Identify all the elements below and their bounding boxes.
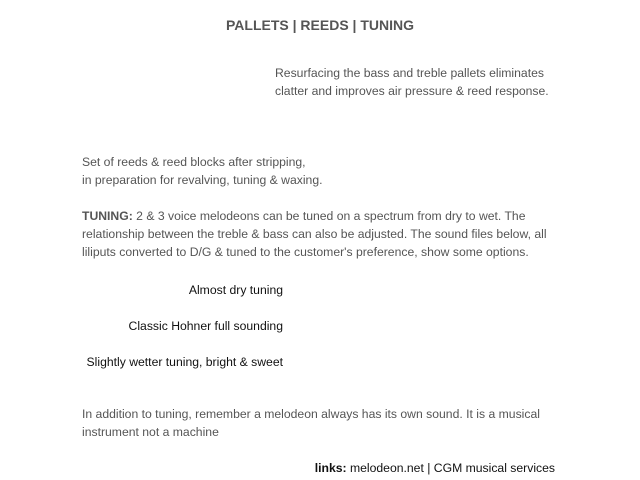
sound-file-slightly-wetter[interactable]: Slightly wetter tuning, bright & sweet (86, 355, 283, 369)
page-title: PALLETS | REEDS | TUNING (225, 17, 415, 33)
reeds-caption (82, 153, 562, 189)
pallets-description (275, 64, 605, 100)
reeds-caption-line-2: in preparation for revalving, tuning & waxing. (82, 173, 323, 187)
closing-line-1: In addition to tuning, remember a melodeon always has its own sound. It is a musical (82, 407, 540, 421)
tuning-line-1-text: 2 & 3 voice melodeons can be tuned on a spectrum from dry to wet. The (132, 209, 526, 223)
tuning-line-1 (82, 207, 562, 225)
tuning-line-3: liliputs converted to D/G & tuned to the customer's preference, show some options. (82, 245, 529, 259)
sound-file-almost-dry[interactable]: Almost dry tuning (188, 283, 283, 297)
links-footer (315, 459, 555, 477)
tuning-paragraph (82, 207, 562, 261)
links-separator: | (423, 461, 434, 475)
pallets-description-line-1: Resurfacing the bass and treble pallets eliminates (275, 66, 544, 80)
links-label: links: (314, 461, 347, 475)
link-cgm-musical-services[interactable]: CGM musical services (433, 461, 555, 475)
closing-line-2: instrument not a machine (82, 425, 219, 439)
closing-paragraph (82, 405, 562, 441)
sound-file-classic-hohner[interactable]: Classic Hohner full sounding (128, 319, 283, 333)
tuning-label: TUNING: (82, 209, 133, 223)
link-melodeon-net[interactable]: melodeon.net (349, 461, 424, 475)
pallets-description-line-2: clatter and improves air pressure & reed response. (275, 84, 549, 98)
reeds-caption-line-1: Set of reeds & reed blocks after stripping, (82, 155, 306, 169)
tuning-line-2: relationship between the treble & bass can also be adjusted. The sound files below, all (82, 227, 547, 241)
